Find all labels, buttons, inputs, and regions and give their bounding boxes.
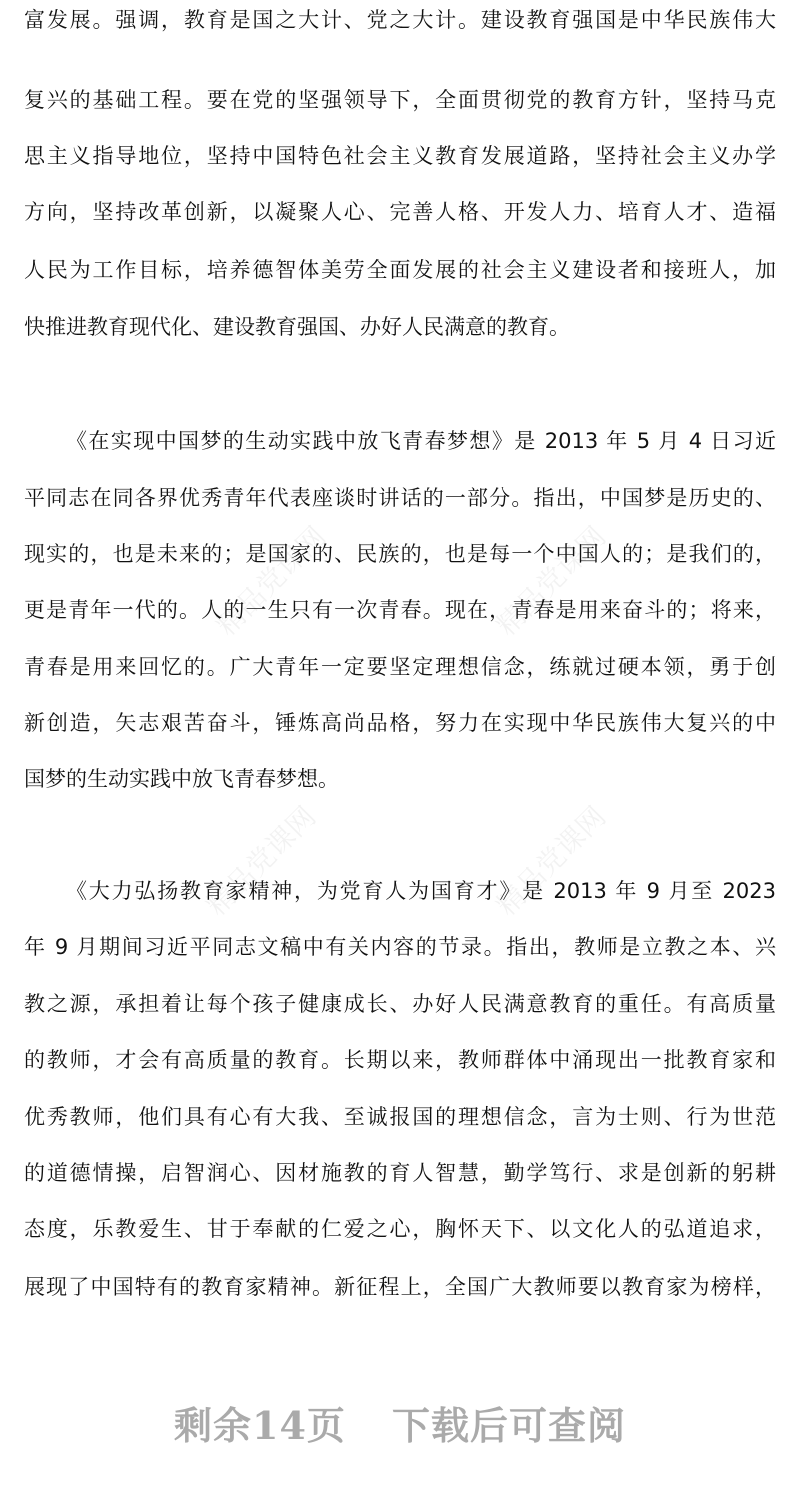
text-line: 快推进教育现代化、建设教育强国、办好人民满意的教育。 [24, 315, 570, 339]
download-prompt-banner[interactable] [0, 1395, 800, 1450]
text-line: 富发展。强调，教育是国之大计、党之大计。建设教育强国是中华民族伟大 [24, 8, 776, 32]
watermark-text: 精品党课网 [209, 519, 333, 643]
text-line: 平同志在同各界优秀青年代表座谈时讲话的一部分。指出，中国梦是历史的、 [24, 486, 776, 510]
text-line: 人民为工作目标，培养德智体美劳全面发展的社会主义建设者和接班人，加 [24, 258, 776, 282]
text-line: 的道德情操，启智润心、因材施教的育人智慧，勤学笃行、求是创新的躬耕 [24, 1161, 776, 1185]
text-line: 《大力弘扬教育家精神，为党育人为国育才》是 2013 年 9 月至 2023 [66, 879, 776, 903]
text-line: 复兴的基础工程。要在党的坚强领导下，全面贯彻党的教育方针，坚持马克 [24, 88, 776, 112]
watermark-text: 精品党课网 [489, 799, 613, 923]
text-line: 方向，坚持改革创新，以凝聚人心、完善人格、开发人力、培育人才、造福 [24, 200, 776, 224]
text-line: 教之源，承担着让每个孩子健康成长、办好人民满意教育的重任。有高质量 [24, 992, 776, 1016]
download-to-read-link[interactable]: 下载后可查阅 [391, 1403, 626, 1448]
text-line: 国梦的生动实践中放飞青春梦想。 [24, 767, 339, 791]
text-line: 新创造，矢志艰苦奋斗，锤炼高尚品格，努力在实现中华民族伟大复兴的中 [24, 711, 776, 735]
text-line: 态度，乐教爱生、甘于奉献的仁爱之心，胸怀天下、以文化人的弘道追求， [24, 1217, 776, 1241]
text-line: 展现了中国特有的教育家精神。新征程上，全国广大教师要以教育家为榜样， [24, 1275, 776, 1299]
text-line: 的教师，才会有高质量的教育。长期以来，教师群体中涌现出一批教育家和 [24, 1048, 776, 1072]
text-line: 更是青年一代的。人的一生只有一次青春。现在，青春是用来奋斗的；将来， [24, 598, 776, 622]
watermark-text: 精品党课网 [489, 519, 613, 643]
text-line: 优秀教师，他们具有心有大我、至诚报国的理想信念，言为士则、行为世范 [24, 1105, 776, 1129]
text-line: 思主义指导地位，坚持中国特色社会主义教育发展道路，坚持社会主义办学 [24, 144, 776, 168]
text-line: 现实的，也是未来的；是国家的、民族的，也是每一个中国人的；是我们的， [24, 542, 776, 566]
watermark-text: 精品党课网 [199, 799, 323, 923]
text-line: 年 9 月期间习近平同志文稿中有关内容的节录。指出，教师是立教之本、兴 [24, 935, 776, 959]
text-line: 《在实现中国梦的生动实践中放飞青春梦想》是 2013 年 5 月 4 日习近 [66, 429, 776, 453]
text-line: 青春是用来回忆的。广大青年一定要坚定理想信念，练就过硬本领，勇于创 [24, 655, 776, 679]
remaining-pages-label: 剩余14页 [174, 1403, 346, 1448]
